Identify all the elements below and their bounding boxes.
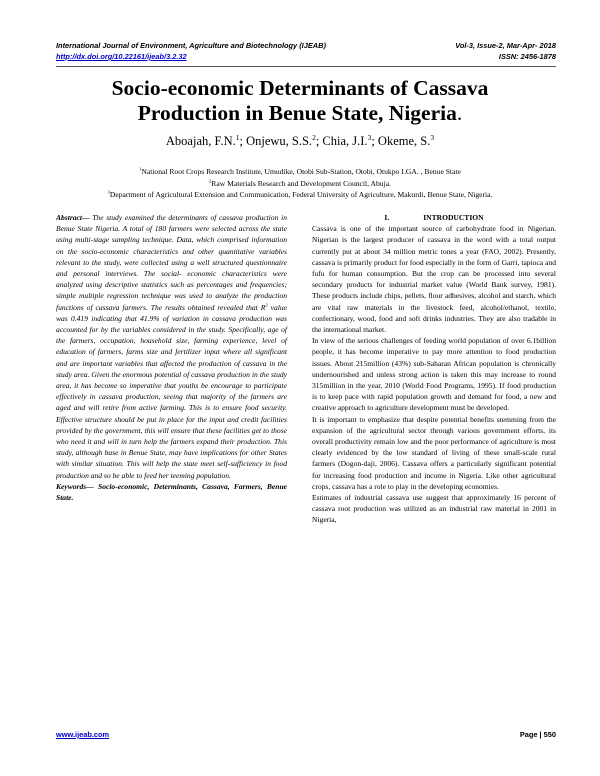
affiliations	[30, 166, 570, 201]
author: Aboajah, F.N.$^1$;	[165, 132, 247, 148]
author: Okeme, S.$^3$	[377, 132, 435, 148]
section-number: I.	[384, 213, 390, 222]
introduction-column	[312, 212, 556, 526]
title-line-2: Production in Benue State, Nigeria.	[137, 101, 463, 125]
running-header	[56, 40, 556, 62]
section-title: INTRODUCTION	[423, 213, 484, 222]
section-heading	[312, 212, 556, 223]
affiliation: $^2$Raw Materials Research and Development Council, Abuja.	[209, 177, 391, 188]
journal-name: International Journal of Environment, Agriculture and Biotechnology (IJEAB)	[56, 41, 326, 50]
page-number: Page | 550	[519, 730, 556, 739]
issn: ISSN: 2456-1878	[498, 52, 556, 61]
keywords-list: Socio-economic, Determinants, Cassava, Farmers, Benue State.	[56, 481, 287, 503]
paragraph: In view of the serious challenges of feeding world population of over 6.1billion people, it has become imperative to pay more attention to food production issues. About 215million (43%) sub-Saharan African population is chronically undernourished and unless strong action is taken this may increase to round 315million in the year, 2010 (World Food Programs, 1995). If food production is to keep pace with rapid population growth and demand for food, a new and creative approach to agriculture development must be developed.	[312, 336, 556, 413]
keywords	[56, 481, 287, 503]
paragraph: Estimates of industrial cassava use suggest that approximately 16 percent of cassava root production was utilized as an industrial raw material in 2001 in Nigeria,	[312, 493, 556, 525]
abstract-label: Abstract—	[56, 213, 90, 222]
paragraph: Cassava is one of the important source of carbohydrate food in Nigerian. Nigerian is the largest producer of cassava in the word with a total output currently put at about 34 million metric tones a year (FAO, 2002). Presently, cassava is primarily product for food especially in the form of Garri, tapioca and fufu for human consumption. But the crop can be processed into several secondary products for industrial market value (World Bank survey, 1981). These products include chips, pellets, flour adhesives, alcohol and starch, which are vital raw materials in the livestock feed, alcohol/ethanol, textile, confectionary, wood, food and soft drinks industries. They are also tradable in the international market.	[312, 224, 556, 335]
header-divider	[56, 66, 556, 67]
page-footer	[56, 730, 556, 739]
abstract-text-cont: value was 0.419 indicating that 41.9% of variation in cassava production was accounted for by the variables considered in the study. Specifically, age of the farmers, occupation, household size, farming experience, level of education of farmers, farms size and fertilizer input where all significant and are important variables that affected the production of cassava in the study area. Given the enormous potential of cassava production in the study area, it has become so imperative that youths be encourage to participate effectively in cassava production, seeing that majority of the farmers are aged and will retire from active farming. This is to ensure food security. Effective structure should be put in place for the input and credit facilities provided by the government, this will ensure that these facilities get to those who need it and will in turn help the farmers expand their production. This study, although base in Benue State, may have implications for other States with similar situation. This will help the state meet self-sufficiency in food production and so be able to feed her teeming population.	[56, 302, 287, 480]
abstract	[56, 212, 287, 481]
paragraph: It is important to emphasize that despite potential benefits stemming from the expansion of the agricultural sector through various government efforts, its overall productivity remain low and the poor performance of agriculture is most clearly evidenced by the low standard of living of these small-scale rural farmers (Dogon-daji, 2006). Cassava offers a particularly significant potential for increasing food production and income in Nigeria. Like other agricultural crops, cassava has a role to play in the developing economies.	[312, 414, 556, 491]
r-squared-superscript: 2	[265, 302, 268, 308]
title-line-1: Socio-economic Determinants of Cassava	[111, 76, 489, 100]
header-row-top	[56, 40, 556, 51]
paper-title	[40, 76, 560, 126]
doi-link[interactable]: http://dx.doi.org/10.22161/ijeab/3.2.32	[56, 52, 187, 61]
abstract-column	[56, 212, 287, 503]
header-row-bottom	[56, 51, 556, 62]
author-list	[40, 134, 560, 149]
keywords-label: Keywords—	[56, 481, 94, 491]
website-link[interactable]: www.ijeab.com	[56, 730, 110, 739]
abstract-text: The study examined the determinants of cassava production in Benue State Nigeria. A total of 180 farmers were selected across the state using multi-stage sampling technique. Data, which comprised information on the socio-economic characteristics and other quantitative variables relevant to the study, were collected using a well structured questionnaire and personal interviews. The social- economic characteristics were analyzed using descriptive statistics such as percentages and frequencies; simple multiple regression technique was used to analyze the production functions of cassava farmers. The results obtained revealed that R	[56, 213, 287, 312]
author: Onjewu, S.S.$^2$;	[246, 132, 323, 148]
author: Chia, J.I.$^3$;	[322, 132, 378, 148]
volume-issue: Vol-3, Issue-2, Mar-Apr- 2018	[455, 41, 556, 50]
affiliation: $^1$National Root Crops Research Institute, Umudike, Otobi Sub-Station, Otobi, Otukpo LGA. , Benue State	[139, 166, 461, 176]
affiliation: $^3$Department of Agricultural Extension and Communication, Federal University of Agriculture, Makurdi, Benue State, Nigeria.	[107, 189, 493, 199]
